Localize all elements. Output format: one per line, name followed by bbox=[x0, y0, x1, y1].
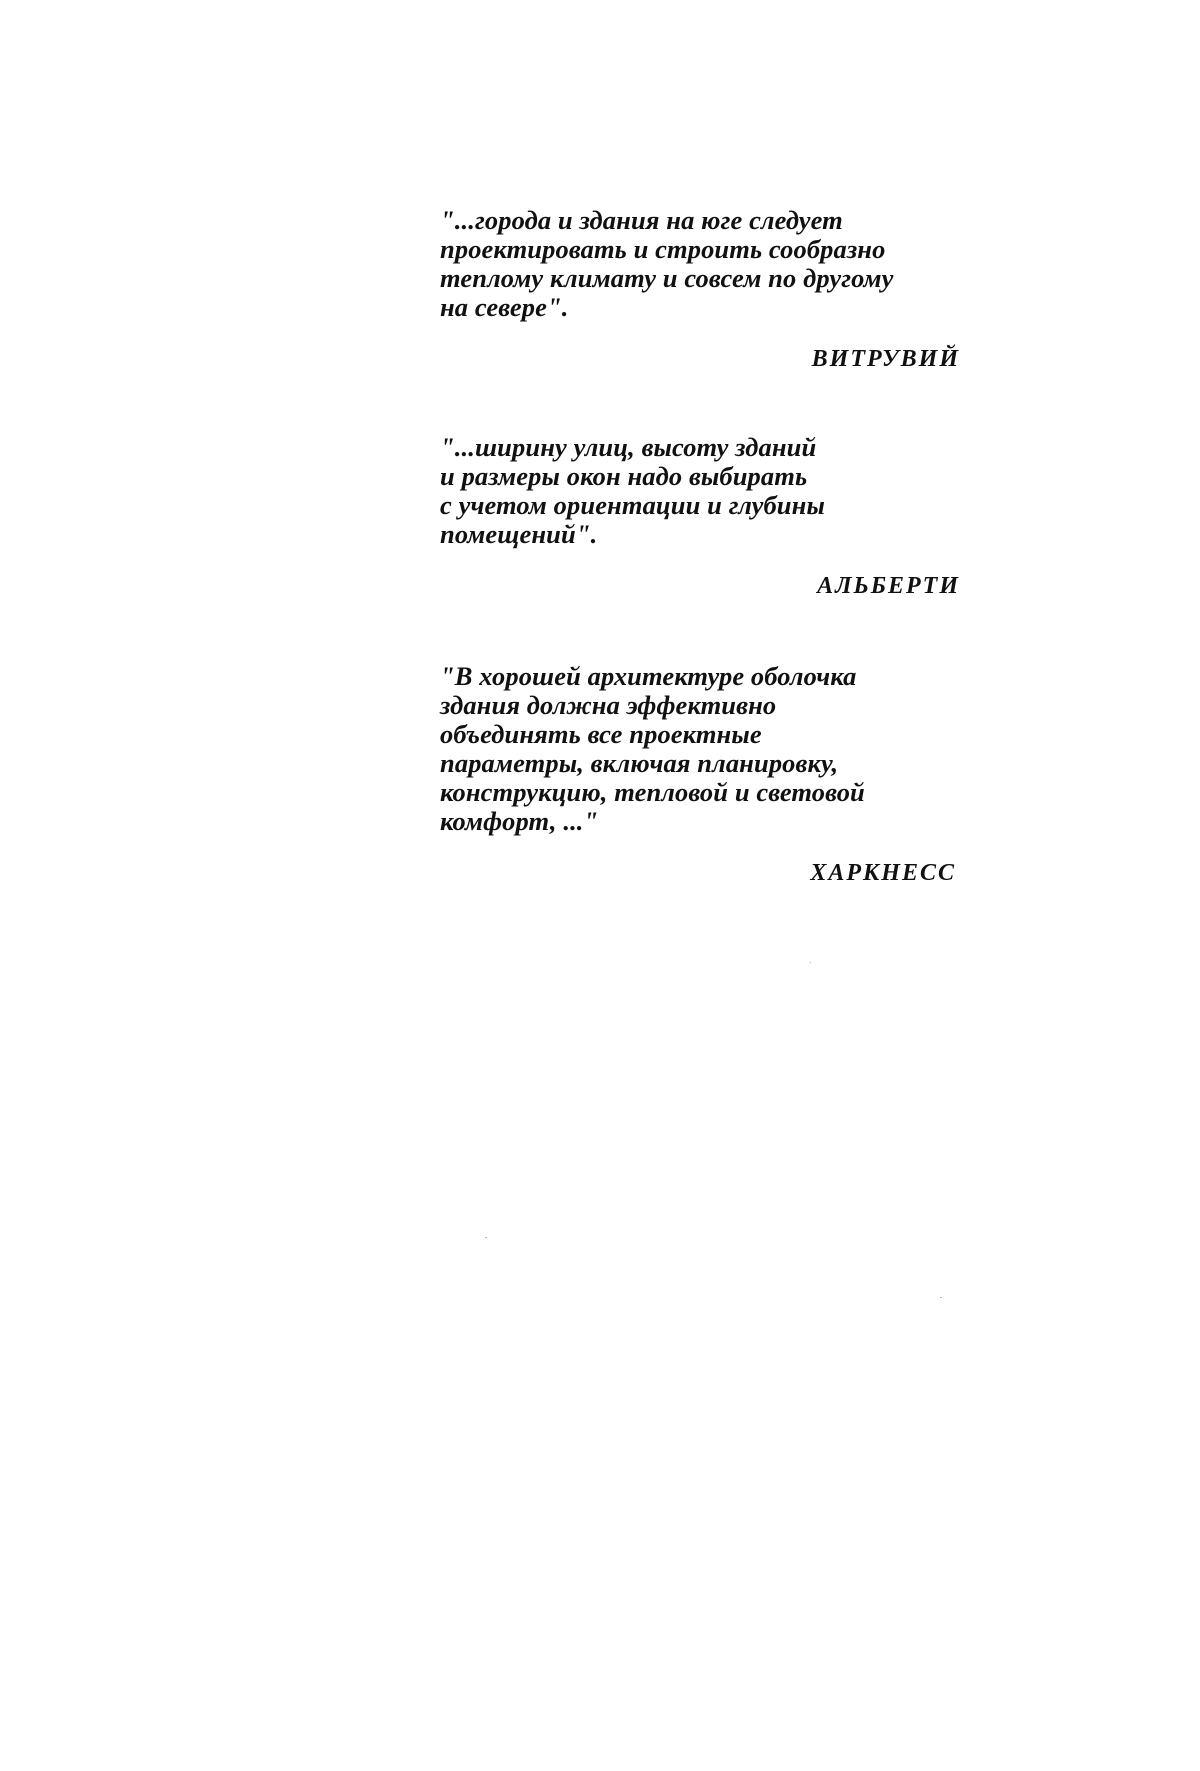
scan-speck bbox=[940, 1297, 942, 1298]
quote-line: "...ширину улиц, высоту зданий bbox=[440, 432, 817, 462]
epigraph-quote bbox=[440, 433, 960, 549]
epigraph-author: ВИТРУВИЙ bbox=[811, 346, 960, 372]
epigraph-author: ХАРКНЕСС bbox=[810, 860, 956, 886]
quote-line: параметры, включая планировку, bbox=[440, 748, 839, 778]
quote-line: помещений". bbox=[440, 519, 598, 549]
quote-line: комфорт, ..." bbox=[440, 806, 599, 836]
scan-speck bbox=[810, 962, 811, 963]
epigraph-vitruvius bbox=[440, 205, 960, 372]
quote-line: с учетом ориентации и глубины bbox=[440, 490, 825, 520]
quote-line: здания должна эффективно bbox=[440, 690, 777, 720]
quote-line: на севере". bbox=[440, 292, 569, 322]
quote-line: и размеры окон надо выбирать bbox=[440, 461, 808, 491]
quote-line: проектировать и строить сообразно bbox=[440, 234, 886, 264]
quote-line: объединять все проектные bbox=[440, 719, 762, 749]
epigraph-alberti bbox=[440, 432, 960, 599]
epigraph-quote bbox=[440, 206, 960, 322]
scan-speck bbox=[485, 1237, 487, 1238]
quote-line: конструкцию, тепловой и световой bbox=[440, 777, 865, 807]
epigraph-author: АЛЬБЕРТИ bbox=[817, 573, 960, 599]
epigraph-quote bbox=[440, 662, 960, 836]
epigraph-harkness bbox=[440, 661, 960, 886]
quote-line: теплому климату и совсем по другому bbox=[440, 263, 894, 293]
quote-line: "В хорошей архитектуре оболочка bbox=[440, 661, 857, 691]
quote-line: "...города и здания на юге следует bbox=[440, 205, 843, 235]
